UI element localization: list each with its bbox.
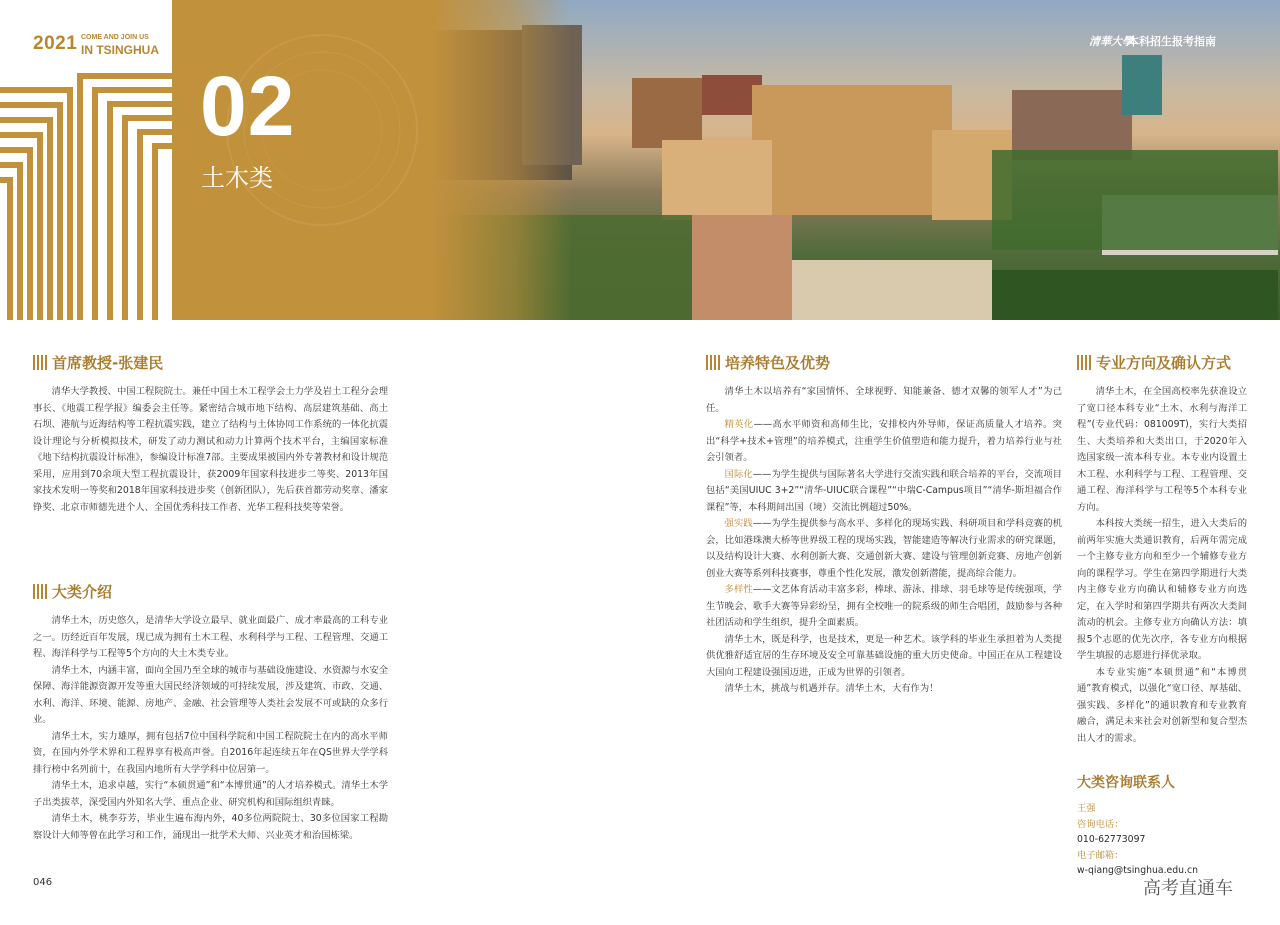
majors-paragraph: 清华土木，在全国高校率先获准设立了宽口径本科专业“土木、水利与海洋工程”(专业代码：081009T)，实行大类招生、大类培养和大类出口，于2020年入选国家级一流本科专业。本专业内设置土木工程、水利科学与工程、工程管理、交通工程、海洋科学与工程等5个本科专业方向。 <box>1077 386 1247 513</box>
intro-paragraph: 清华土木，桃李芬芳，毕业生遍布海内外，40多位两院院士、30多位国家工程勘察设计大师等曾在此学习和工作，涌现出一批学术大师、兴业英才和治国栋梁。 <box>33 813 388 841</box>
phone-number: 010-62773097 <box>1077 834 1146 845</box>
features-intro: 清华土木以培养有“家国情怀、全球视野、知能兼备、德才双馨的领军人才”为己任。 <box>706 386 1062 414</box>
feature-key: 精英化 <box>724 419 754 430</box>
email-address[interactable]: w-qiang@tsinghua.edu.cn <box>1077 865 1199 876</box>
majors-section <box>1077 352 1247 747</box>
professor-bio: 清华大学教授、中国工程院院士。兼任中国土木工程学会土力学及岩土工程分会理事长、《地震工程学报》编委会主任等。紧密结合城市地下结构、高层建筑基础、高土石坝、港航与近海结构等工程抗震实践，建立了结构与土体协同工作系统的一体化抗震设计理论与分析模拟技术，研发了动力测试和动力计算两个技术平台，主编国家标准《地下结构抗震设计标准》，参编设计标准7部。主要成果被国内外专著教材和设计规范采用，应用到70余项大型工程抗震设计，获2009年国家科技进步二等奖、2013年国家技术发明一等奖和2018年国家科技进步奖（创新团队），先后获首都劳动奖章、潘家铮奖、北京市师德先进个人、全国优秀科技工作者、光华工程科技奖等荣誉。 <box>33 386 388 513</box>
phone-label: 咨询电话： <box>1077 818 1124 830</box>
intro-title: 大类介绍 <box>52 583 113 601</box>
heading-bar-icon <box>1077 355 1091 370</box>
feature-item <box>706 417 1062 467</box>
intro-paragraph: 清华土木，追求卓越，实行“本硕贯通”和“本博贯通”的人才培养模式。清华土木学子出类拔萃，深受国内外知名大学、重点企业、研究机构和国际组织青睐。 <box>33 780 388 808</box>
header-banner <box>0 0 1280 320</box>
feature-key: 多样性 <box>724 584 753 595</box>
feature-key: 强实践 <box>724 518 753 529</box>
features-title: 培养特色及优势 <box>725 354 831 372</box>
come-join-label: COME AND JOIN US <box>81 34 149 41</box>
feature-text: ——为学生提供与国际著名大学进行交流实践和联合培养的平台，交流项目包括“美国UIUC 3+2”“清华-UIUC联合课程”“中瑞C-Campus项目”“清华-斯坦福合作课程”等，本科期间出国（境）交流比例超过50%。 <box>706 468 1062 513</box>
feature-item <box>706 467 1062 517</box>
feature-item <box>706 582 1062 632</box>
category-title: 土木类 <box>201 164 273 192</box>
intro-paragraph: 清华土木，历史悠久，是清华大学设立最早、就业面最广、成才率最高的工科专业之一。历经近百年发展，现已成为拥有土木工程、水利科学与工程、工程管理、交通工程、海洋科学与工程等5个方向的大土木类专业。 <box>33 615 388 659</box>
majors-paragraph: 本专业实施“本硕贯通”和“本博贯通”教育模式，以强化“宽口径、厚基础、强实践、多样化”的通识教育和专业教育融合，满足未来社会对创新型和复合型杰出人才的需求。 <box>1077 666 1247 744</box>
feature-text: ——高水平师资和高师生比，安排校内外导师，保证高质量人才培养。突出“科学+技术+管理”的培养模式，注重学生价值塑造和能力提升，着力培养行业与社会引领者。 <box>706 419 1062 463</box>
majors-paragraph: 本科按大类统一招生，进入大类后的前两年实施大类通识教育，后两年需完成一个主修专业方向和至少一个辅修专业方向的课程学习。学生在第四学期进行大类内主修专业方向确认和辅修专业方向选定，在入学时和第四学期共有两次大类间流动的机会。主修专业方向确认方法：填报5个志愿的优先次序，各专业方向根据学生填报的志愿进行择优录取。 <box>1077 518 1247 661</box>
email-label: 电子邮箱： <box>1077 849 1124 861</box>
features-section <box>706 352 1062 698</box>
professor-title: 首席教授-张建民 <box>52 354 164 372</box>
gold-gradient-overlay <box>432 0 572 320</box>
feature-text: ——为学生提供参与高水平、多样化的现场实践、科研项目和学科竞赛的机会，比如港珠澳大桥等世界级工程的现场实践，智能建造等解决行业需求的研究课题，以及结构设计大赛、水利创新大赛、交通创新大赛、建设与管理创新竞赛、房地产创新创业大赛等系列科技赛事，尊重个性化发展，激发创新潜能，提高综合能力。 <box>706 518 1062 579</box>
heading-bar-icon <box>33 584 47 599</box>
contact-name: 王强 <box>1077 803 1096 814</box>
in-tsinghua-label: IN TSINGHUA <box>81 43 159 57</box>
majors-title: 专业方向及确认方式 <box>1096 354 1232 372</box>
year-label: 2021 <box>33 33 78 54</box>
intro-section <box>33 581 388 844</box>
heading-bar-icon <box>706 355 720 370</box>
intro-heading <box>33 581 388 603</box>
contact-section <box>1077 772 1247 879</box>
page-number: 046 <box>33 877 53 888</box>
feature-text: ——文艺体育活动丰富多彩，棒球、游泳、排球、羽毛球等是传统强项，学生节晚会、歌手大赛等异彩纷呈，拥有全校唯一的院系级的师生合唱团，鼓励参与各种社团活动和学生组织，提升全面素质。 <box>706 584 1062 628</box>
intro-paragraph: 清华土木，实力雄厚，拥有包括7位中国科学院和中国工程院院士在内的高水平师资，在国内外学术界和工程界享有极高声誉。自2016年起连续五年在QS世界大学学科排行榜中名列前十，在我国内地所有大学学科中位居第一。 <box>33 730 388 775</box>
heading-bar-icon <box>33 355 47 370</box>
features-closing: 清华土木，既是科学，也是技术，更是一种艺术。该学科的毕业生承担着为人类提供优雅舒适宜居的生存环境及安全可靠基础设施的重大历史使命。中国正在从工程建设大国向工程建设强国迈进，正成为世界的引领者。 <box>706 633 1062 678</box>
contact-title: 大类咨询联系人 <box>1077 775 1175 791</box>
watermark-text: 高考直通车 <box>1143 878 1233 899</box>
guide-title: 本科招生报考指南 <box>1128 35 1216 48</box>
feature-item <box>706 516 1062 582</box>
intro-paragraph: 清华土木，内涵丰富，面向全国乃至全球的城市与基础设施建设、水资源与水安全保障、海洋能源资源开发等重大国民经济领域的可持续发展，涉及建筑、市政、交通、水利、海洋、环境、能源、房地产、金融、社会管理等人类社会发展不可或缺的众多行业。 <box>33 664 388 725</box>
professor-section <box>33 352 388 516</box>
majors-heading <box>1077 352 1247 374</box>
feature-key: 国际化 <box>724 468 753 480</box>
professor-heading <box>33 352 388 374</box>
section-number: 02 <box>200 59 296 153</box>
tsinghua-logo: 清華大學 <box>1089 35 1133 48</box>
features-closing: 清华土木，挑战与机遇并存。清华土木，大有作为！ <box>724 683 939 694</box>
features-heading <box>706 352 1062 374</box>
